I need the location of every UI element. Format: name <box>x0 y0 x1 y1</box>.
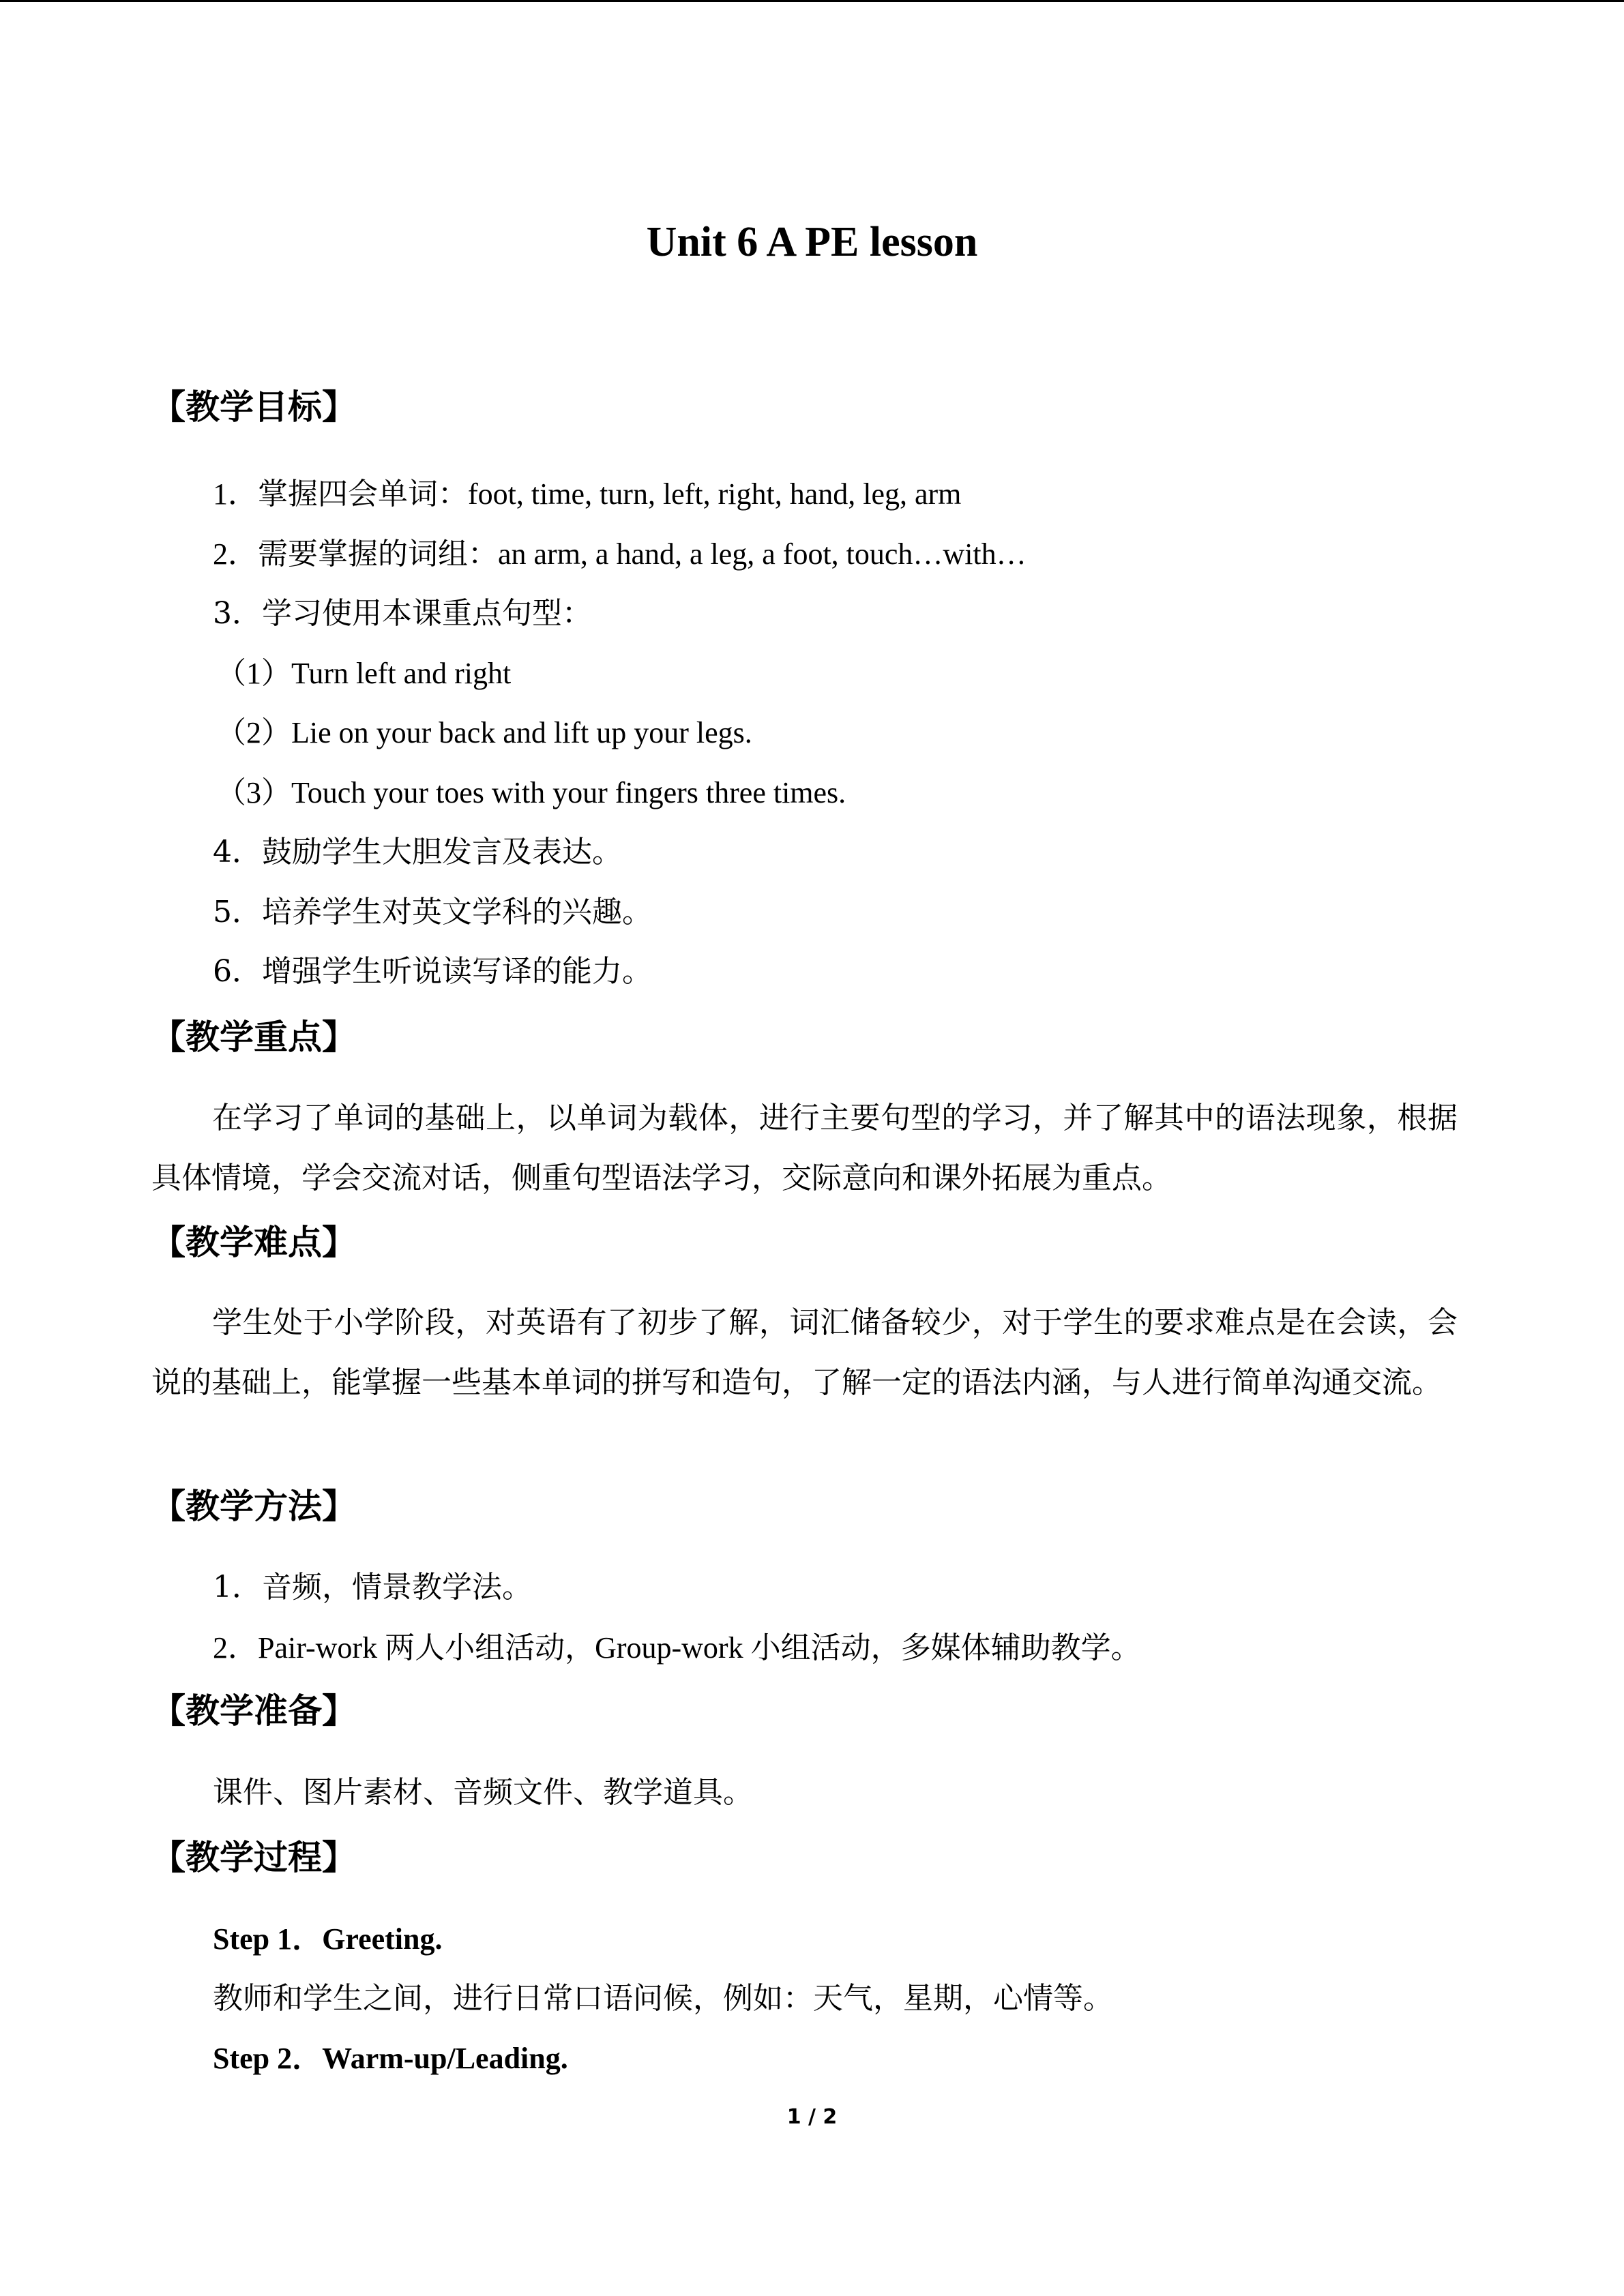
objective-item-4: 4．鼓励学生大胆发言及表达。 <box>213 835 622 869</box>
objective-item-5: 5．培养学生对英文学科的兴趣。 <box>213 895 652 929</box>
section-heading-key-points: 【教学重点】 <box>151 1017 356 1057</box>
method-item-1: 1．音频，情景教学法。 <box>213 1570 532 1605</box>
objective-item-3: 3．学习使用本课重点句型： <box>213 596 592 631</box>
section-heading-methods: 【教学方法】 <box>151 1486 356 1526</box>
section-heading-preparation: 【教学准备】 <box>151 1690 356 1731</box>
page-number: 1 / 2 <box>786 2105 838 2129</box>
preparation-text: 课件、图片素材、音频文件、教学道具。 <box>213 1775 753 1810</box>
step-2-title: Step 2．Warm-up/Leading. <box>213 2042 568 2075</box>
difficulties-paragraph: 学生处于小学阶段，对英语有了初步了解，词汇储备较少，对于学生的要求难点是在会读，会说的基础上，能掌握一些基本单词的拼写和造句，了解一定的语法内涵，与人进行简单沟通交流。 <box>151 1305 1458 1400</box>
objective-item-2: 2．需要掌握的词组：an arm, a hand, a leg, a foot, touch…with… <box>213 537 1027 571</box>
objective-item-6: 6．增强学生听说读写译的能力。 <box>213 954 652 989</box>
objective-pattern-2: （2）Lie on your back and lift up your legs. <box>216 716 752 749</box>
step-1-title: Step 1．Greeting. <box>213 1922 443 1956</box>
method-item-2: 2．Pair-work 两人小组活动，Group-work 小组活动，多媒体辅助教学。 <box>213 1631 1141 1665</box>
objective-pattern-3: （3）Touch your toes with your fingers three times. <box>216 776 846 809</box>
step-1-text: 教师和学生之间，进行日常口语问候，例如：天气，星期，心情等。 <box>213 1981 1113 2016</box>
section-heading-objectives: 【教学目标】 <box>151 387 356 427</box>
key-points-paragraph: 在学习了单词的基础上，以单词为载体，进行主要句型的学习，并了解其中的语法现象，根据具体情境，学会交流对话，侧重句型语法学习，交际意向和课外拓展为重点。 <box>151 1101 1458 1195</box>
section-heading-process: 【教学过程】 <box>151 1837 356 1877</box>
objective-pattern-1: （1）Turn left and right <box>216 657 512 690</box>
document-title: Unit 6 A PE lesson <box>646 219 978 265</box>
objective-item-1: 1．掌握四会单词：foot, time, turn, left, right, hand, leg, arm <box>213 477 962 511</box>
section-heading-difficulties: 【教学难点】 <box>151 1222 356 1262</box>
